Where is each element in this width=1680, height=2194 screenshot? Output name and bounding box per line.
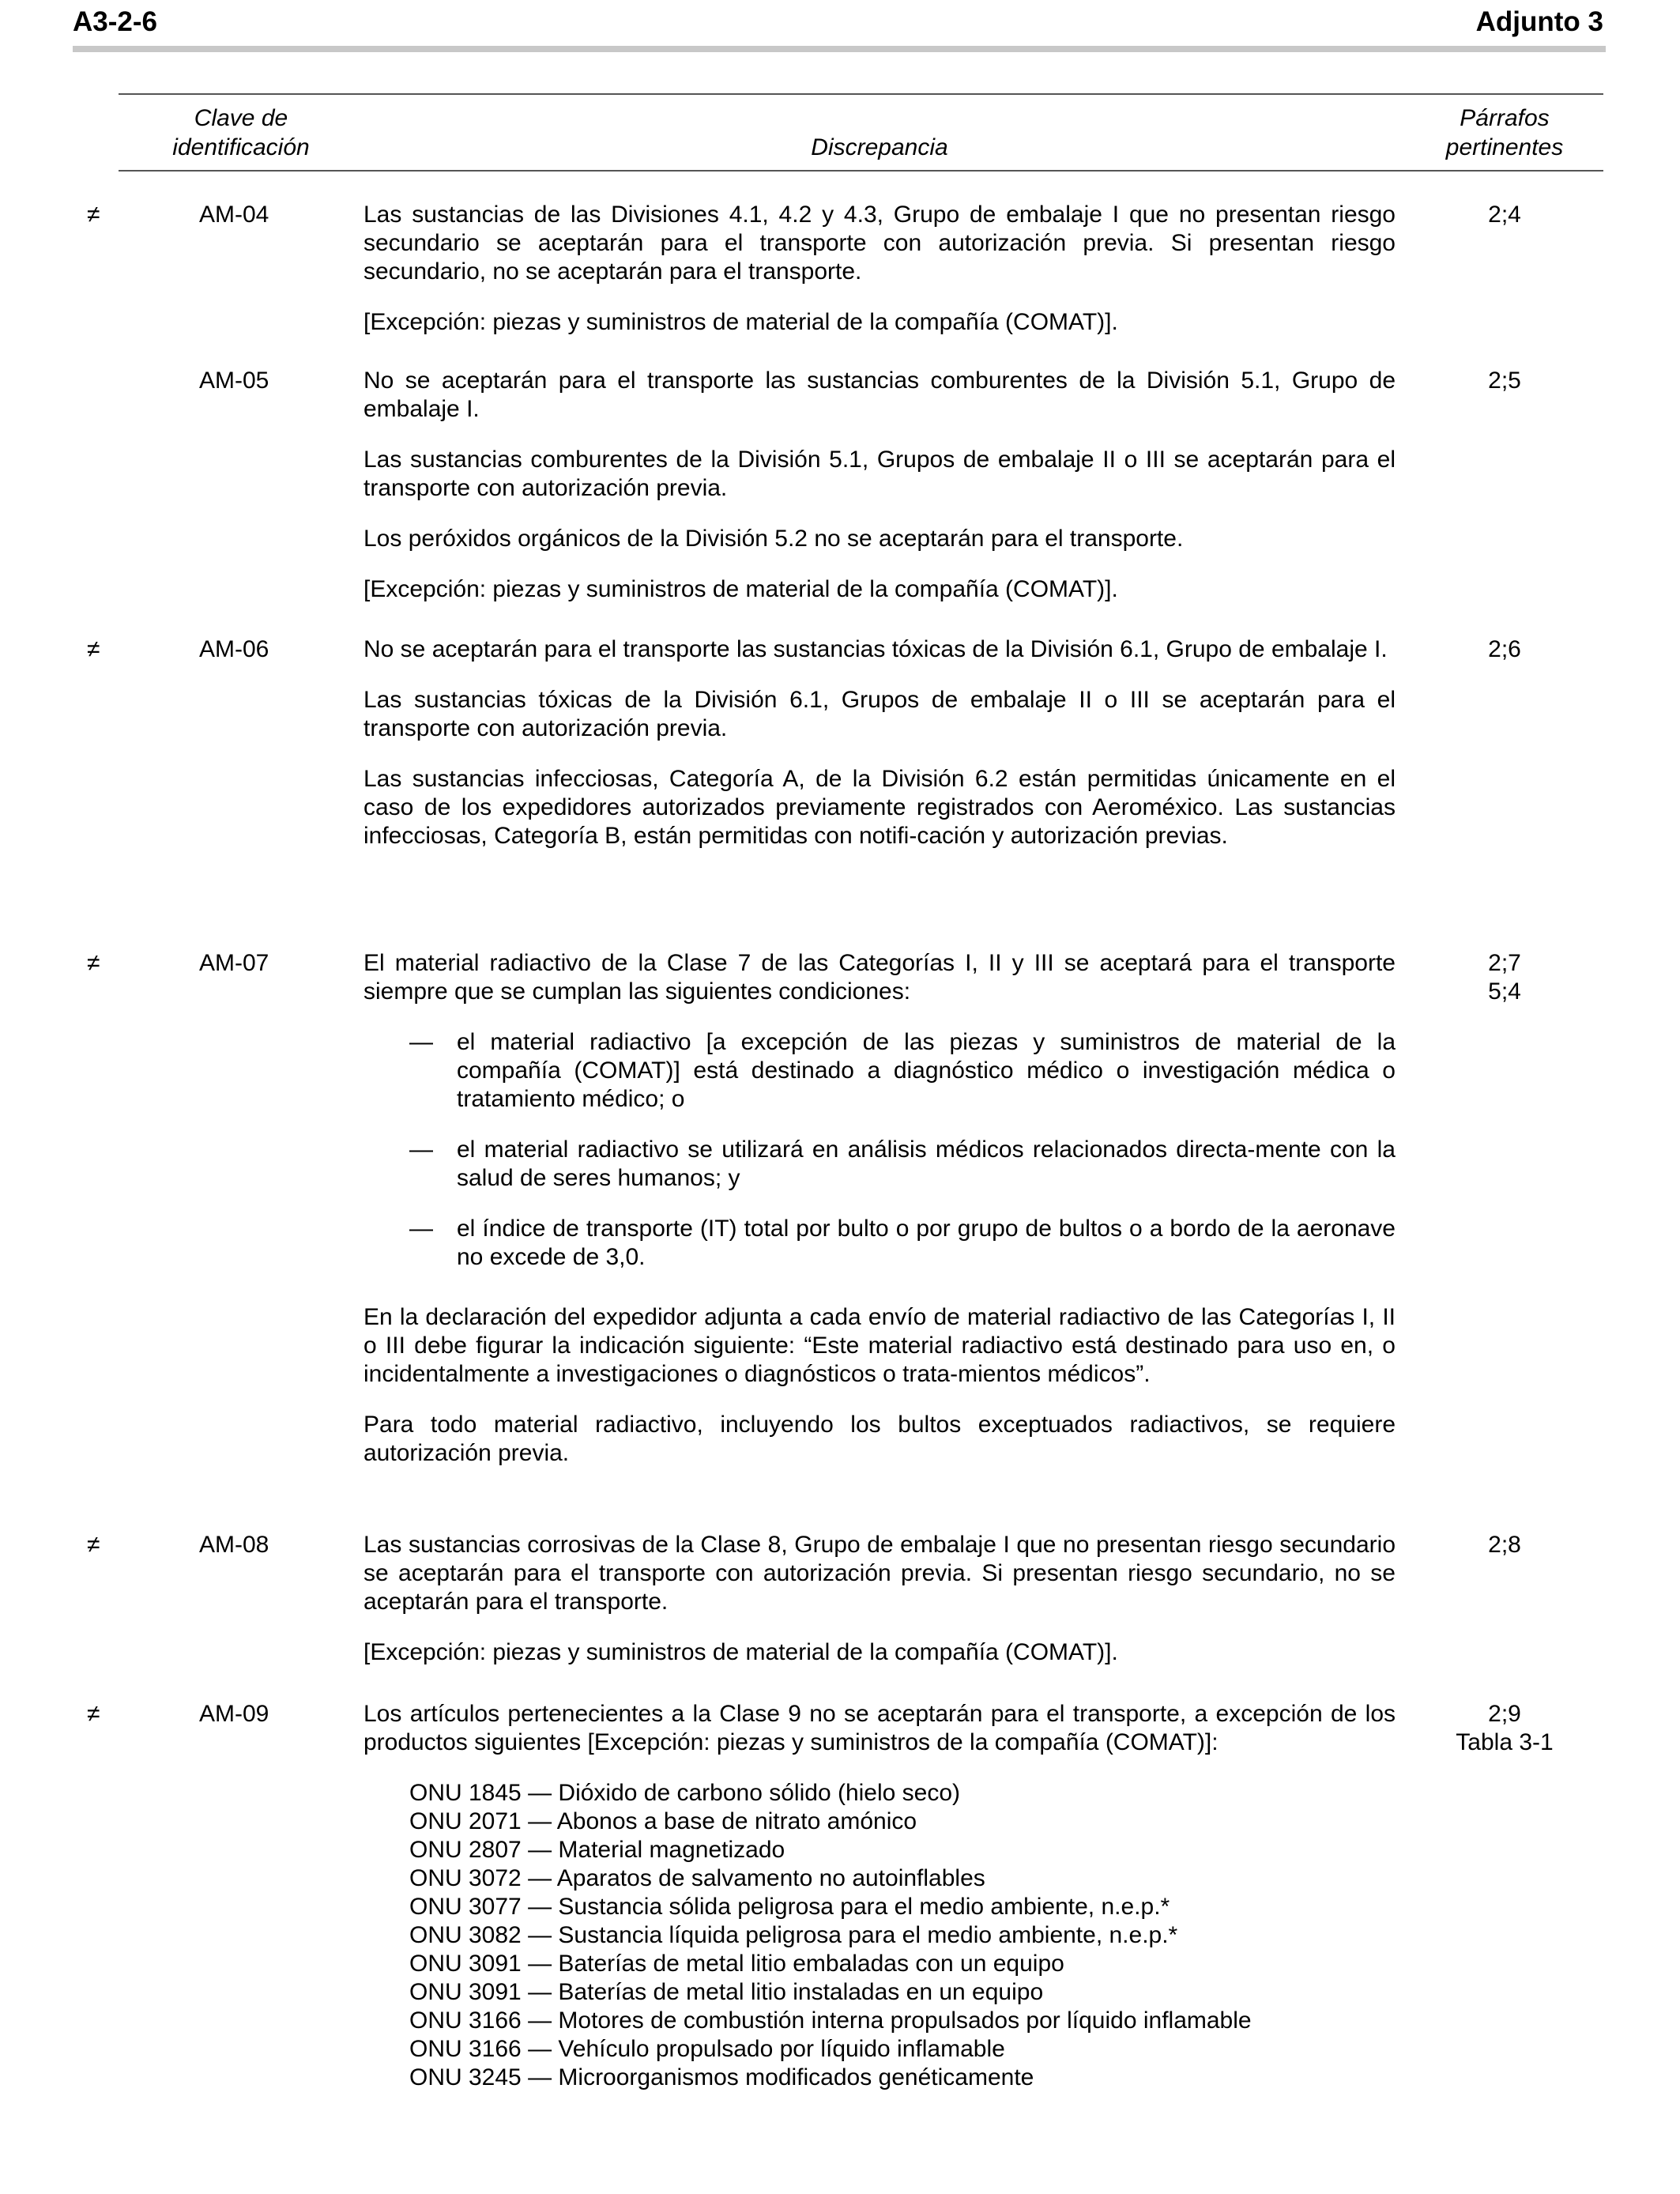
page-number: A3-2-6 [73,6,157,37]
un-list-item: ONU 3091 — Baterías de metal litio instaladas en un equipo [409,1979,1044,2005]
paragraph-refs [1437,1700,1573,1757]
attachment-title: Adjunto 3 [1475,6,1603,37]
paragraph: Las sustancias tóxicas de la División 6.1, Grupos de embalaje II o III se aceptarán para el transporte con autorización previa. [363,687,1396,741]
column-header-paragraphs-line1: Párrafos [1460,105,1550,131]
paragraph: En la declaración del expedidor adjunta a cada envío de material radiactivo de las Categorías I, II o III debe figurar la indicación siguiente: “Este material radiactivo está destinado para uso en, o incidentalmente a investigaciones o diagnósticos o trata-mientos médicos”. [363,1304,1396,1387]
column-header-paragraphs-line2: pertinentes [1445,134,1564,160]
discrepancy-text [363,367,1396,604]
paragraph-refs [1437,1531,1573,1559]
paragraph-ref: 2;5 [1488,368,1521,394]
paragraph-ref: 2;8 [1488,1532,1521,1558]
paragraph: Las sustancias comburentes de la División 5.1, Grupos de embalaje II o III se aceptarán para el transporte con autorización previa. [363,447,1396,501]
condition-item [363,1215,1396,1272]
condition-item [363,1028,1396,1114]
change-mark: ≠ [87,202,100,228]
change-mark: ≠ [87,636,100,662]
discrepancy-text [363,949,1396,1468]
discrepancy-code: AM-07 [199,950,269,976]
paragraph-refs [1437,949,1573,1006]
change-mark: ≠ [87,1532,100,1558]
discrepancy-code: AM-06 [199,636,269,662]
discrepancy-text [363,201,1396,337]
paragraph-ref: 2;9 [1488,1701,1521,1727]
discrepancy-text [363,1531,1396,1667]
discrepancy-code: AM-08 [199,1532,269,1558]
column-header-key [142,104,340,162]
column-header-key-line2: identificación [172,134,310,160]
paragraph-ref: Tabla 3-1 [1456,1729,1554,1755]
un-list-item: ONU 3091 — Baterías de metal litio embaladas con un equipo [409,1951,1064,1977]
discrepancy-code: AM-05 [199,368,269,394]
discrepancy-code: AM-09 [199,1701,269,1727]
column-header-paragraphs [1437,104,1573,162]
table-header-rule [119,170,1603,172]
paragraph-ref: 2;7 [1488,950,1521,976]
un-list-item: ONU 3072 — Aparatos de salvamento no autoinflables [409,1865,985,1891]
un-list-item: ONU 3166 — Motores de combustión interna propulsados por líquido inflamable [409,2007,1252,2034]
paragraph-ref: 2;4 [1488,202,1521,228]
dash-bullet: — [409,1029,433,1055]
exception-note: [Excepción: piezas y suministros de material de la compañía (COMAT)]. [363,1639,1118,1665]
paragraph: Las sustancias corrosivas de la Clase 8, Grupo de embalaje I que no presentan riesgo secundario se aceptarán para el transporte con autorización previa. Si presentan riesgo secundario, no se aceptarán para el transporte. [363,1532,1396,1615]
column-header-discrepancy: Discrepancia [811,134,948,160]
header-rule [73,46,1606,52]
paragraph: Los artículos pertenecientes a la Clase 9 no se aceptarán para el transporte, a excepción de los productos siguientes [Excepción: piezas y suministros de la compañía (COMAT)]: [363,1701,1396,1755]
condition-text: el material radiactivo se utilizará en análisis médicos relacionados directa-mente con la salud de seres humanos; y [457,1137,1396,1191]
paragraph: No se aceptarán para el transporte las sustancias tóxicas de la División 6.1, Grupo de embalaje I. [363,636,1388,662]
un-list-item: ONU 3077 — Sustancia sólida peligrosa para el medio ambiente, n.e.p.* [409,1894,1170,1920]
condition-text: el índice de transporte (IT) total por bulto o por grupo de bultos o a bordo de la aeronave no excede de 3,0. [457,1216,1396,1270]
un-number-list [363,1779,1396,2092]
paragraph: Los peróxidos orgánicos de la División 5.2 no se aceptarán para el transporte. [363,526,1184,552]
column-header-key-line1: Clave de [194,105,288,131]
exception-note: [Excepción: piezas y suministros de material de la compañía (COMAT)]. [363,576,1118,602]
discrepancy-code: AM-04 [199,202,269,228]
change-mark: ≠ [87,1701,100,1727]
paragraph: Las sustancias infecciosas, Categoría A, de la División 6.2 están permitidas únicamente en el caso de los expedidores autorizados previamente registrados con Aeroméxico. Las sustancias infecciosas, Categoría B, están permitidas con notifi-cación y autorización previas. [363,766,1396,849]
exception-note: [Excepción: piezas y suministros de material de la compañía (COMAT)]. [363,309,1118,335]
dash-bullet: — [409,1216,433,1242]
paragraph: Para todo material radiactivo, incluyendo los bultos exceptuados radiactivos, se requiere autorización previa. [363,1412,1396,1466]
un-list-item: ONU 3082 — Sustancia líquida peligrosa para el medio ambiente, n.e.p.* [409,1922,1178,1948]
paragraph: Las sustancias de las Divisiones 4.1, 4.2 y 4.3, Grupo de embalaje I que no presentan riesgo secundario se aceptarán para el transporte con autorización previa. Si presentan riesgo secundario, no se aceptarán para el transporte. [363,202,1396,285]
condition-item [363,1136,1396,1193]
paragraph-ref: 2;6 [1488,636,1521,662]
paragraph-ref: 5;4 [1488,978,1521,1005]
condition-text: el material radiactivo [a excepción de las piezas y suministros de material de la compañía (COMAT)] está destinado a diagnóstico médico o investigación médica o tratamiento médico; o [457,1029,1396,1112]
paragraph: El material radiactivo de la Clase 7 de las Categorías I, II y III se aceptará para el transporte siempre que se cumplan las siguientes condiciones: [363,950,1396,1005]
un-list-item: ONU 3166 — Vehículo propulsado por líquido inflamable [409,2036,1005,2062]
un-list-item: ONU 1845 — Dióxido de carbono sólido (hielo seco) [409,1780,961,1806]
paragraph-refs [1437,635,1573,664]
paragraph: No se aceptarán para el transporte las sustancias comburentes de la División 5.1, Grupo de embalaje I. [363,368,1396,422]
table-top-rule [119,93,1603,95]
discrepancy-text [363,635,1396,850]
paragraph-refs [1437,367,1573,395]
un-list-item: ONU 2071 — Abonos a base de nitrato amónico [409,1808,917,1834]
dash-bullet: — [409,1137,433,1163]
discrepancy-text [363,1700,1396,2092]
un-list-item: ONU 2807 — Material magnetizado [409,1837,785,1863]
un-list-item: ONU 3245 — Microorganismos modificados genéticamente [409,2064,1034,2090]
change-mark: ≠ [87,950,100,976]
paragraph-refs [1437,201,1573,229]
